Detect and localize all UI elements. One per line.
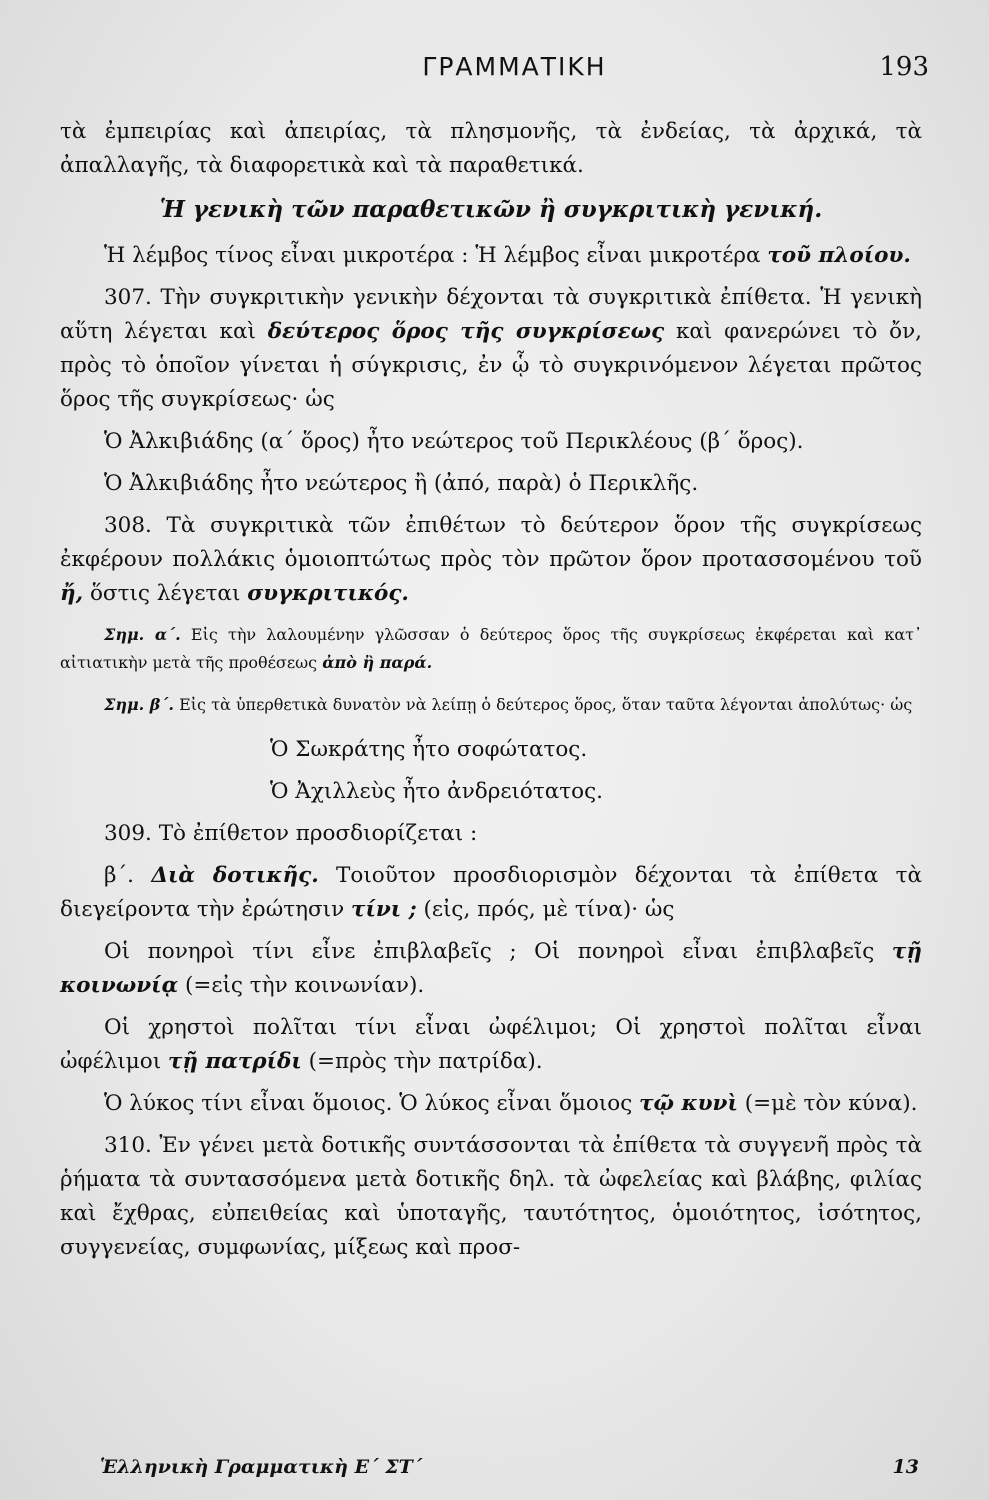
paragraph-308-text-c: ὅστις λέγεται	[83, 581, 248, 606]
paragraph-continuation: τὰ ἐμπειρίας καὶ ἀπειρίας, τὰ πλησμονῆς, τὰ ἐνδείας, τὰ ἀρχικά, τὰ ἀπαλλαγῆς, τὰ διαφορετικὰ καὶ τὰ παραθετικά.	[60, 119, 922, 178]
example-8-text: Ὁ λύκος τίνι εἶναι ὅμοιος. Ὁ λύκος εἶναι ὅμοιος	[104, 1091, 640, 1116]
example-8	[60, 1087, 922, 1121]
example-1-text: Ἡ λέμβος τίνος εἶναι μικροτέρα : Ἡ λέμβος εἶναι μικροτέρα	[104, 243, 768, 268]
paragraph-307-term: δεύτερος ὅρος τῆς συγκρίσεως	[267, 319, 665, 344]
paragraph-309-b-title: Διὰ δοτικῆς.	[151, 863, 319, 888]
note-a-emphasis: ἀπὸ ἢ παρά.	[322, 653, 433, 672]
page-header	[100, 52, 929, 92]
example-6-emphasis: τῇ κοινωνίᾳ	[60, 939, 922, 998]
example-6	[60, 935, 922, 1003]
footer-book-title: Ἑλληνικὴ Γραμματικὴ Ε΄ ΣΤ΄	[100, 1456, 423, 1478]
note-b-label: Σημ. β΄.	[104, 695, 174, 714]
example-3: Ὁ Ἀλκιβιάδης ἦτο νεώτερος ἢ (ἀπό, παρὰ) ὁ Περικλῆς.	[104, 471, 699, 496]
paragraph-308	[60, 509, 922, 611]
example-5: Ὁ Ἀχιλλεὺς ἦτο ἀνδρειότατος.	[270, 779, 603, 804]
paragraph-309-b	[60, 859, 922, 927]
paragraph-307	[60, 281, 922, 417]
example-6-tail: (=εἰς τὴν κοινωνίαν).	[178, 973, 425, 998]
paragraph-309: 309. Τὸ ἐπίθετον προσδιορίζεται :	[104, 821, 478, 846]
page-number: 193	[879, 52, 929, 82]
example-4: Ὁ Σωκράτης ἦτο σοφώτατος.	[270, 737, 588, 762]
example-8-emphasis: τῷ κυνὶ	[639, 1091, 738, 1116]
paragraph-310: 310. Ἐν γένει μετὰ δοτικῆς συντάσσονται τὰ ἐπίθετα τὰ συγγενῆ πρὸς τὰ ῥήματα τὰ συντασσόμενα μετὰ δοτικῆς δηλ. τὰ ὠφελείας καὶ βλάβης, φιλίας καὶ ἔχθρας, εὐπειθείας καὶ ὑποταγῆς, ταυτότητος, ὁμοιότητος, ἰσότητος, συγγενείας, συμφωνίας, μίξεως καὶ προσ-	[60, 1133, 922, 1260]
example-7-tail: (=πρὸς τὴν πατρίδα).	[301, 1049, 543, 1074]
paragraph-308-text-a: 308. Τὰ συγκριτικὰ τῶν ἐπιθέτων τὸ δεύτερον ὅρον τῆς συγκρίσεως ἐκφέρουν πολλάκις ὁμοιοπτώτως πρὸς τὸν πρῶτον ὅρον προτασσομένου τοῦ	[60, 513, 922, 572]
note-b	[60, 691, 922, 719]
paragraph-308-particle: ἤ,	[60, 581, 84, 606]
running-title: ΓΡΑΜΜΑΤΙΚΗ	[422, 52, 607, 81]
paragraph-309-b-text: Τοιοῦτον προσδιορισμὸν δέχονται τὰ ἐπίθετα τὰ διεγείροντα τὴν ἐρώτησιν	[60, 863, 922, 922]
note-b-text: Εἰς τὰ ὑπερθετικὰ δυνατὸν νὰ λείπῃ ὁ δεύτερος ὅρος, ὅταν ταῦτα λέγονται ἀπολύτως· ὡς	[174, 695, 913, 714]
note-a-text: Εἰς τὴν λαλουμένην γλῶσσαν ὁ δεύτερος ὅρος τῆς συγκρίσεως ἐκφέρεται καὶ κατ᾽ αἰτιατικὴν μετὰ τῆς προθέσεως	[60, 625, 922, 672]
example-7-emphasis: τῇ πατρίδι	[167, 1049, 302, 1074]
example-8-tail: (=μὲ τὸν κύνα).	[737, 1091, 918, 1116]
note-a-label: Σημ. α΄.	[104, 625, 181, 644]
footer-signature: 13	[892, 1456, 919, 1478]
paragraph-309-b-num: β΄.	[104, 863, 152, 888]
paragraph-309-b-question: τίνι ;	[351, 897, 417, 922]
example-1-emphasis: τοῦ πλοίου.	[767, 243, 911, 268]
note-a	[60, 621, 922, 677]
example-6-text: Οἱ πονηροὶ τίνι εἶνε ἐπιβλαβεῖς ; Οἱ πονηροὶ εἶναι ἐπιβλαβεῖς	[104, 939, 892, 964]
page-body	[60, 115, 922, 1273]
section-heading: Ἡ γενικὴ τῶν παραθετικῶν ἢ συγκριτικὴ γενική.	[159, 196, 823, 223]
example-7-text: Οἱ χρηστοὶ πολῖται τίνι εἶναι ὠφέλιμοι; Οἱ χρηστοὶ πολῖται εἶναι ὠφέλιμοι	[60, 1015, 922, 1074]
paragraph-307-text-a: 307. Τὴν συγκριτικὴν γενικὴν δέχονται τὰ συγκριτικὰ ἐπίθετα. Ἡ γενικὴ αὕτη λέγεται καὶ	[60, 285, 922, 344]
page-footer	[100, 1456, 919, 1478]
example-2: Ὁ Ἀλκιβιάδης (α΄ ὅρος) ἦτο νεώτερος τοῦ Περικλέους (β΄ ὅρος).	[104, 429, 804, 454]
paragraph-307-text-c: καὶ φανερώνει τὸ ὄν, πρὸς τὸ ὁποῖον γίνεται ἡ σύγκρισις, ἐν ᾧ τὸ συγκρινόμενον λέγεται πρῶτος ὅρος τῆς συγκρίσεως· ὡς	[60, 319, 922, 412]
paragraph-309-b-tail: (εἰς, πρός, μὲ τίνα)· ὡς	[416, 897, 675, 922]
example-7	[60, 1011, 922, 1079]
example-1	[60, 239, 922, 273]
paragraph-308-term: συγκριτικός.	[247, 581, 409, 606]
